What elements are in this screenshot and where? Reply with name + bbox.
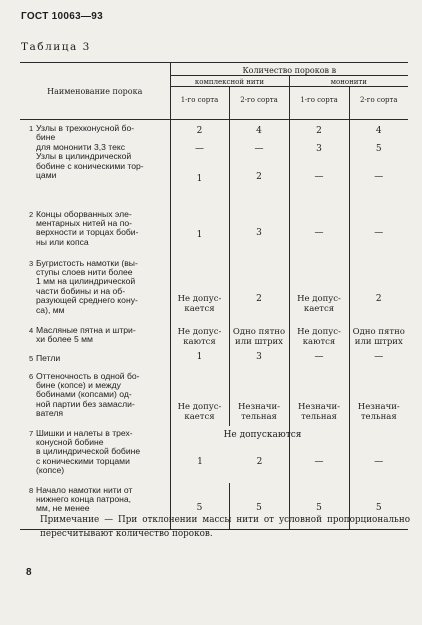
row-name-cell: 3 Бугристость намотки (вы- ступы слоев нити более 1 мм на цилиндрической части бобины и на об- разующей среднего кону- са), мм xyxy=(29,257,138,315)
header-defect-name: Наименование порока xyxy=(47,86,143,96)
document-code: ГОСТ 10063—93 xyxy=(21,11,104,22)
table-row: 3 Бугристость намотки (вы- ступы слоев нити более 1 мм на цилиндрической части бобины и на об- разующей среднего кону- са), мм Не допус-кается 2 Не допус-кается 2 xyxy=(20,256,408,323)
defects-table xyxy=(20,62,408,531)
header-count: Количество пороков в xyxy=(170,63,408,76)
table-row: 6 Оттеночность в одной бо- бине (копсе) и между бобинами (копсами) од- ной партии без замасли- вателя Не допус-кается Незначи-тельная Незначи-тельная Незначи-тельная xyxy=(20,369,408,426)
header-grade2-complex: 2-го сорта xyxy=(229,87,289,120)
row-name-cell: 5 Петли xyxy=(29,352,61,363)
row-name-cell: 8 Начало намотки нити от нижнего конца патрона, мм, не менее xyxy=(29,484,133,514)
page-number: 8 xyxy=(26,567,32,578)
table-note: Примечание — При отклонении массы нити от условной пропорционально пересчитывают количество пороков. xyxy=(40,515,410,539)
header-grade2-mono: 2-го сорта xyxy=(349,87,408,120)
table-row: 2 Концы оборванных эле- ментарных нитей на по- верхности и торцах боби- ны или копса 1 3 — — xyxy=(20,208,408,256)
row-name-cell: 1 Узлы в трехконусной бо- бине для мононити 3,3 текс Узлы в цилиндрической бобине с коническими тор- цами xyxy=(29,123,144,181)
table-row: 8 Начало намотки нити от нижнего конца патрона, мм, не менее 5 5 5 5 xyxy=(20,483,408,530)
table-row: 7 Шишки и налеты в трех- конусной бобине в цилиндрической бобине с коническими торцами (копсе) Не допускаются 1 2 — — xyxy=(20,426,408,483)
table-row: 1 Узлы в трехконусной бо- бине для мононити 3,3 текс Узлы в цилиндрической бобине с коническими тор- цами 2 — 1 4 — 2 2 3 — 4 5 — xyxy=(20,120,408,208)
row-name-cell: 2 Концы оборванных эле- ментарных нитей на по- верхности и торцах боби- ны или копса xyxy=(29,208,139,247)
row-name-cell: 4 Масляные пятна и штри- хи более 5 мм xyxy=(29,324,136,344)
row-name-cell: 6 Оттеночность в одной бо- бине (копсе) и между бобинами (копсами) од- ной партии без замасли- вателя xyxy=(29,370,140,419)
table-title: Таблица 3 xyxy=(21,41,91,53)
header-monofilament: мононити xyxy=(289,76,408,87)
row-name-cell: 7 Шишки и налеты в трех- конусной бобине в цилиндрической бобине с коническими торцами (копсе) xyxy=(29,427,141,476)
table-row: 5 Петли 1 3 — — xyxy=(20,351,408,369)
header-grade1-mono: 1-го сорта xyxy=(289,87,349,120)
header-complex-yarn: комплексной нити xyxy=(170,76,289,87)
header-grade1-complex: 1-го сорта xyxy=(170,87,229,120)
table-row: 4 Масляные пятна и штри- хи более 5 мм Не допус-каются Одно пятно или штрих Не допус-каются Одно пятно или штрих xyxy=(20,323,408,351)
